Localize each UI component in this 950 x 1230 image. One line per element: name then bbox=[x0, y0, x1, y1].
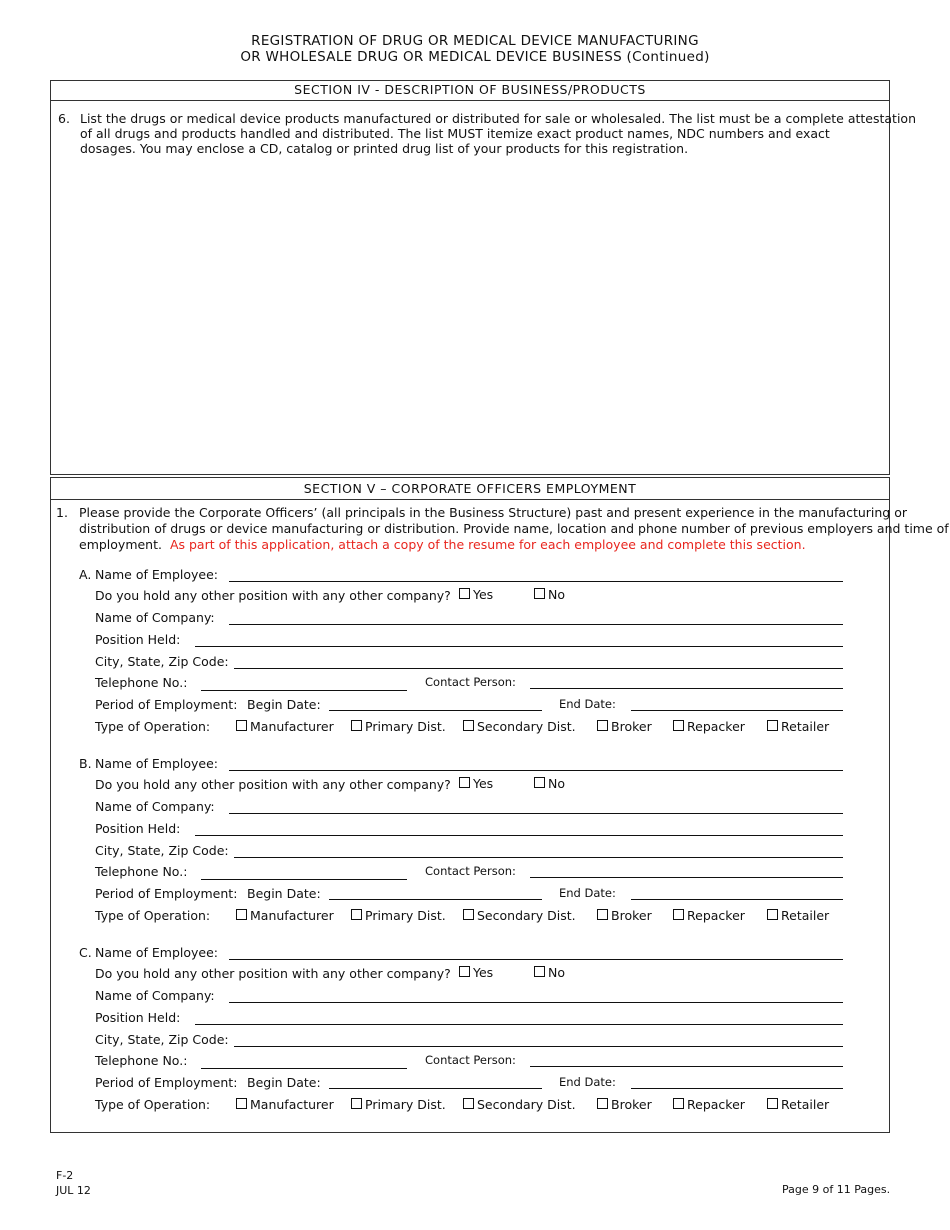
retailer-label: Retailer bbox=[781, 908, 830, 923]
position-held-label: Position Held: bbox=[95, 1010, 181, 1025]
employee-a-end-date-field[interactable] bbox=[631, 710, 843, 711]
primary-dist-label: Primary Dist. bbox=[365, 719, 446, 734]
employee-c-position-field[interactable] bbox=[195, 1024, 843, 1025]
period-of-employment-label: Period of Employment: bbox=[95, 1075, 238, 1090]
employee-a-secondary-dist-checkbox[interactable] bbox=[463, 720, 474, 731]
city-state-zip-label: City, State, Zip Code: bbox=[95, 843, 229, 858]
employee-b-end-date-field[interactable] bbox=[631, 899, 843, 900]
primary-dist-label: Primary Dist. bbox=[365, 908, 446, 923]
telephone-label: Telephone No.: bbox=[95, 1053, 188, 1068]
no-label: No bbox=[548, 965, 565, 980]
repacker-label: Repacker bbox=[687, 1097, 745, 1112]
telephone-label: Telephone No.: bbox=[95, 864, 188, 879]
employee-c-letter: C. bbox=[79, 945, 92, 960]
manufacturer-label: Manufacturer bbox=[250, 719, 334, 734]
yes-label: Yes bbox=[473, 965, 494, 980]
employee-b-city-field[interactable] bbox=[234, 857, 843, 858]
employee-c-secondary-dist-checkbox[interactable] bbox=[463, 1098, 474, 1109]
position-held-label: Position Held: bbox=[95, 821, 181, 836]
product-list-area[interactable] bbox=[60, 162, 880, 467]
employee-c-yes-checkbox[interactable] bbox=[459, 966, 470, 977]
employee-a-yes-checkbox[interactable] bbox=[459, 588, 470, 599]
employee-a-contact-field[interactable] bbox=[530, 688, 843, 689]
employee-b-no-checkbox[interactable] bbox=[534, 777, 545, 788]
broker-label: Broker bbox=[611, 1097, 652, 1112]
employee-b-name-field[interactable] bbox=[229, 770, 843, 771]
end-date-label: End Date: bbox=[559, 886, 616, 900]
employee-c-no-checkbox[interactable] bbox=[534, 966, 545, 977]
section5-item-number: 1. bbox=[56, 505, 68, 520]
period-of-employment-label: Period of Employment: bbox=[95, 886, 238, 901]
name-of-company-label: Name of Company: bbox=[95, 799, 215, 814]
repacker-label: Repacker bbox=[687, 719, 745, 734]
employee-c-primary-dist-checkbox[interactable] bbox=[351, 1098, 362, 1109]
type-of-operation-label: Type of Operation: bbox=[95, 719, 211, 734]
employee-a-broker-checkbox[interactable] bbox=[597, 720, 608, 731]
section5-item-line1: Please provide the Corporate Officers’ (all principals in the Business Structure) past and present experience in the manufacturing or bbox=[79, 505, 907, 520]
yes-label: Yes bbox=[473, 776, 494, 791]
end-date-label: End Date: bbox=[559, 1075, 616, 1089]
primary-dist-label: Primary Dist. bbox=[365, 1097, 446, 1112]
contact-person-label: Contact Person: bbox=[425, 864, 516, 878]
yes-label: Yes bbox=[473, 587, 494, 602]
begin-date-label: Begin Date: bbox=[247, 1075, 321, 1090]
employee-b-broker-checkbox[interactable] bbox=[597, 909, 608, 920]
employee-c-manufacturer-checkbox[interactable] bbox=[236, 1098, 247, 1109]
employee-b-company-field[interactable] bbox=[229, 813, 843, 814]
retailer-label: Retailer bbox=[781, 719, 830, 734]
employee-c-broker-checkbox[interactable] bbox=[597, 1098, 608, 1109]
employee-a-retailer-checkbox[interactable] bbox=[767, 720, 778, 731]
employee-c-telephone-field[interactable] bbox=[201, 1068, 407, 1069]
employee-c-begin-date-field[interactable] bbox=[329, 1088, 542, 1089]
employee-a-repacker-checkbox[interactable] bbox=[673, 720, 684, 731]
section5-heading: SECTION V – CORPORATE OFFICERS EMPLOYMENT bbox=[51, 479, 889, 500]
name-of-company-label: Name of Company: bbox=[95, 610, 215, 625]
type-of-operation-label: Type of Operation: bbox=[95, 1097, 211, 1112]
other-position-label: Do you hold any other position with any other company? bbox=[95, 588, 451, 603]
name-of-company-label: Name of Company: bbox=[95, 988, 215, 1003]
manufacturer-label: Manufacturer bbox=[250, 1097, 334, 1112]
employee-b-begin-date-field[interactable] bbox=[329, 899, 542, 900]
no-label: No bbox=[548, 587, 565, 602]
repacker-label: Repacker bbox=[687, 908, 745, 923]
city-state-zip-label: City, State, Zip Code: bbox=[95, 654, 229, 669]
employee-c-end-date-field[interactable] bbox=[631, 1088, 843, 1089]
end-date-label: End Date: bbox=[559, 697, 616, 711]
begin-date-label: Begin Date: bbox=[247, 886, 321, 901]
contact-person-label: Contact Person: bbox=[425, 675, 516, 689]
section5-item-line2: distribution of drugs or device manufacturing or distribution. Provide name, location and phone number of previous employers and time of bbox=[79, 521, 949, 536]
period-of-employment-label: Period of Employment: bbox=[95, 697, 238, 712]
employee-c-retailer-checkbox[interactable] bbox=[767, 1098, 778, 1109]
employee-a-no-checkbox[interactable] bbox=[534, 588, 545, 599]
section4-heading: SECTION IV - DESCRIPTION OF BUSINESS/PRODUCTS bbox=[51, 80, 889, 101]
secondary-dist-label: Secondary Dist. bbox=[477, 719, 576, 734]
employee-c-repacker-checkbox[interactable] bbox=[673, 1098, 684, 1109]
employee-b-manufacturer-checkbox[interactable] bbox=[236, 909, 247, 920]
employee-b-letter: B. bbox=[79, 756, 92, 771]
employee-a-begin-date-field[interactable] bbox=[329, 710, 542, 711]
name-of-employee-label: Name of Employee: bbox=[95, 945, 218, 960]
name-of-employee-label: Name of Employee: bbox=[95, 567, 218, 582]
employee-a-telephone-field[interactable] bbox=[201, 690, 407, 691]
employee-c-name-field[interactable] bbox=[229, 959, 843, 960]
resume-instruction: As part of this application, attach a copy of the resume for each employee and complete this section. bbox=[169, 537, 806, 552]
broker-label: Broker bbox=[611, 908, 652, 923]
employee-b-secondary-dist-checkbox[interactable] bbox=[463, 909, 474, 920]
employee-a-city-field[interactable] bbox=[234, 668, 843, 669]
telephone-label: Telephone No.: bbox=[95, 675, 188, 690]
employee-a-letter: A. bbox=[79, 567, 92, 582]
section4-item-line1: List the drugs or medical device products manufactured or distributed for sale or wholesaled. The list must be a complete attestation bbox=[80, 111, 916, 126]
city-state-zip-label: City, State, Zip Code: bbox=[95, 1032, 229, 1047]
section5-item-line3 bbox=[79, 537, 806, 553]
employee-b-contact-field[interactable] bbox=[530, 877, 843, 878]
type-of-operation-label: Type of Operation: bbox=[95, 908, 211, 923]
form-title-line2: OR WHOLESALE DRUG OR MEDICAL DEVICE BUSINESS (Continued) bbox=[240, 49, 710, 65]
employee-c-company-field[interactable] bbox=[229, 1002, 843, 1003]
employee-b-telephone-field[interactable] bbox=[201, 879, 407, 880]
employee-a-name-field[interactable] bbox=[229, 581, 843, 582]
no-label: No bbox=[548, 776, 565, 791]
other-position-label: Do you hold any other position with any other company? bbox=[95, 966, 451, 981]
page-info: Page 9 of 11 Pages. bbox=[782, 1183, 891, 1196]
employee-b-primary-dist-checkbox[interactable] bbox=[351, 909, 362, 920]
employee-c-city-field[interactable] bbox=[234, 1046, 843, 1047]
employee-a-primary-dist-checkbox[interactable] bbox=[351, 720, 362, 731]
employee-b-repacker-checkbox[interactable] bbox=[673, 909, 684, 920]
section4-item-line2: of all drugs and products handled and distributed. The list MUST itemize exact product names, NDC numbers and exact bbox=[80, 126, 830, 141]
position-held-label: Position Held: bbox=[95, 632, 181, 647]
secondary-dist-label: Secondary Dist. bbox=[477, 908, 576, 923]
broker-label: Broker bbox=[611, 719, 652, 734]
form-date-code: JUL 12 bbox=[56, 1184, 91, 1197]
section4-item-number: 6. bbox=[58, 111, 70, 126]
employee-a-position-field[interactable] bbox=[195, 646, 843, 647]
employee-a-manufacturer-checkbox[interactable] bbox=[236, 720, 247, 731]
employee-b-yes-checkbox[interactable] bbox=[459, 777, 470, 788]
form-title-line1: REGISTRATION OF DRUG OR MEDICAL DEVICE MANUFACTURING bbox=[251, 33, 699, 49]
section5-item-line3-text: employment. bbox=[79, 537, 162, 552]
employee-b-retailer-checkbox[interactable] bbox=[767, 909, 778, 920]
name-of-employee-label: Name of Employee: bbox=[95, 756, 218, 771]
employee-c-contact-field[interactable] bbox=[530, 1066, 843, 1067]
contact-person-label: Contact Person: bbox=[425, 1053, 516, 1067]
retailer-label: Retailer bbox=[781, 1097, 830, 1112]
other-position-label: Do you hold any other position with any other company? bbox=[95, 777, 451, 792]
employee-a-company-field[interactable] bbox=[229, 624, 843, 625]
form-code: F-2 bbox=[56, 1169, 74, 1182]
manufacturer-label: Manufacturer bbox=[250, 908, 334, 923]
secondary-dist-label: Secondary Dist. bbox=[477, 1097, 576, 1112]
section4-item-line3: dosages. You may enclose a CD, catalog or printed drug list of your products for this registration. bbox=[80, 141, 689, 156]
begin-date-label: Begin Date: bbox=[247, 697, 321, 712]
employee-b-position-field[interactable] bbox=[195, 835, 843, 836]
